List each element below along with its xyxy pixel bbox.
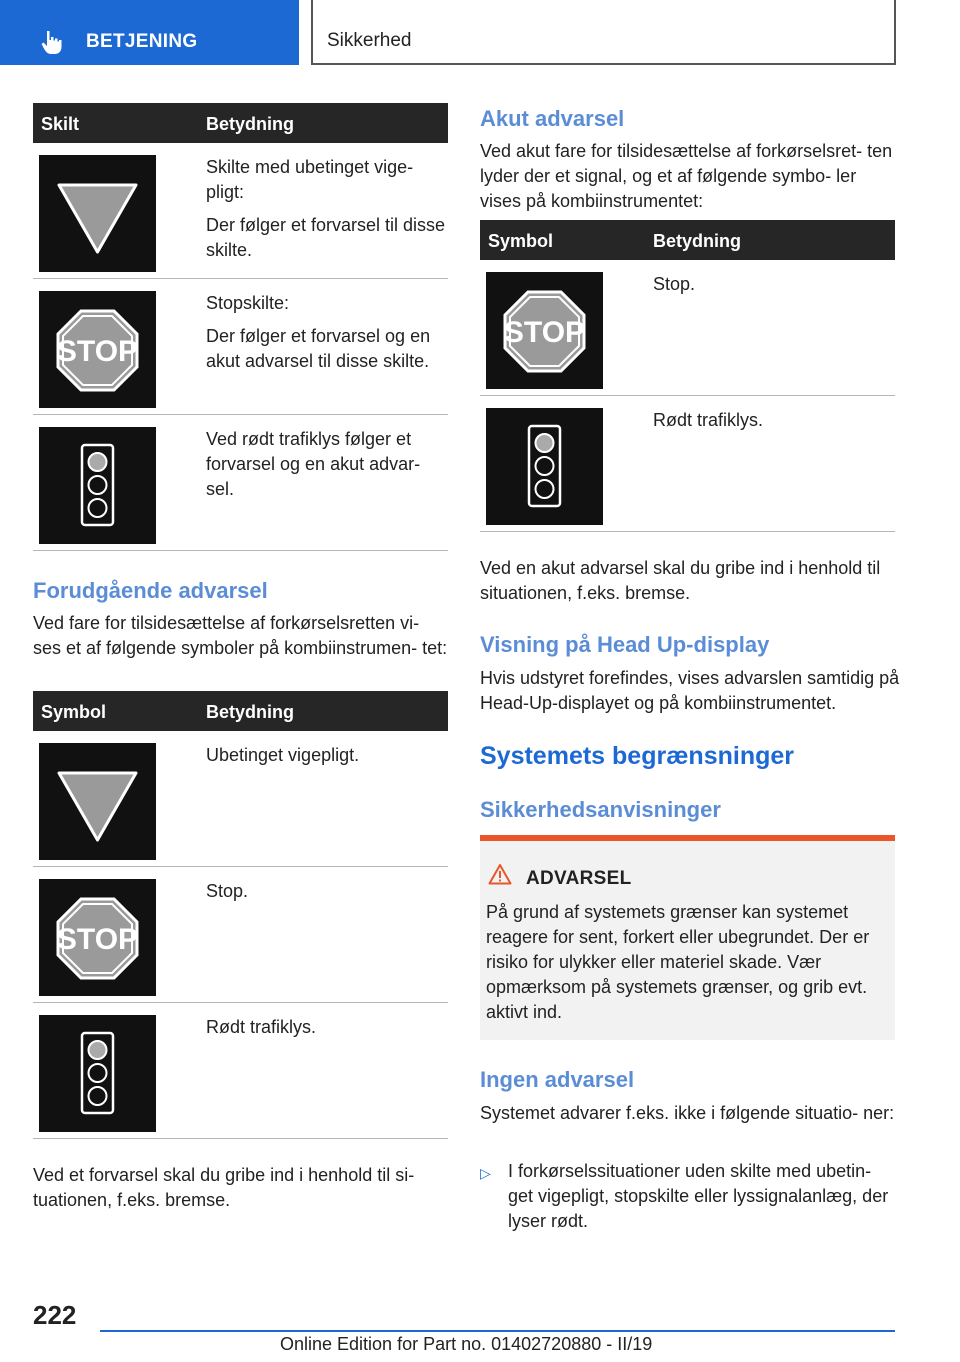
bullet-triangle-icon: ▷ (480, 1165, 491, 1181)
table-row (480, 396, 895, 532)
hand-pointer-icon (38, 28, 66, 56)
traffic-light-icon (486, 408, 603, 525)
section-header (311, 0, 896, 65)
akut-text: Ved akut fare for tilsidesættelse af forkørselsret- ten lyder der et signal, og et af følgende symbo- ler vises på kombiinstrumentet: (480, 141, 893, 211)
meaning-line: Ved rødt trafiklys følger et forvarsel og en akut advar- sel. (206, 429, 421, 499)
hud-text: Hvis udstyret forefindes, vises advarslen samtidig på Head-Up-displayet og på kombiinstrumentet. (480, 668, 900, 713)
meaning-line: Ubetinget vigepligt. (206, 745, 360, 765)
table-row (33, 143, 448, 279)
list-item-text: I forkørselssituationer uden skilte med ubetin- get vigepligt, stopskilte eller lyssignalanlæg, der lyser rødt. (508, 1161, 889, 1231)
table-header (33, 103, 448, 143)
traffic-light-icon (39, 427, 156, 544)
footer-edition: Online Edition for Part no. 01402720880 - II/19 (280, 1334, 653, 1354)
meaning-line: Stopskilte: (206, 293, 290, 313)
table-row (33, 1003, 448, 1139)
table-row (33, 279, 448, 415)
section-heading-none: Ingen advarsel (480, 1067, 635, 1092)
meaning-line: Rødt trafiklys. (653, 410, 764, 430)
column-header-meaning: Betydning (653, 231, 741, 251)
warning-box (480, 835, 895, 1040)
meaning-line: Stop. (653, 274, 696, 294)
row-meaning (653, 408, 893, 433)
section-heading-safety: Sikkerhedsanvisninger (480, 797, 721, 822)
page-number: 222 (33, 1300, 77, 1330)
section-title: Sikkerhed (327, 30, 412, 51)
closing-text: Ved et forvarsel skal du gribe ind i henhold til si- tuationen, f.eks. bremse. (33, 1165, 415, 1210)
row-meaning (206, 291, 446, 374)
row-meaning (206, 879, 446, 904)
section-text: Ved fare for tilsidesættelse af forkørselsretten vi- ses et af følgende symboler på kombiinstrumen- tet: (33, 613, 448, 658)
row-meaning (653, 272, 893, 297)
column-header-symbol: Symbol (41, 702, 107, 722)
warning-title: ADVARSEL (526, 868, 632, 889)
stop-sign-icon (39, 291, 156, 408)
pre-warning-symbols-table (33, 691, 448, 1139)
table-row (33, 867, 448, 1003)
row-meaning (206, 155, 446, 263)
table-header (33, 691, 448, 731)
akut-closing-text: Ved en akut advarsel skal du gribe ind i henhold til situationen, f.eks. bremse. (480, 558, 881, 603)
meaning-line: Der følger et forvarsel og en akut advarsel til disse skilte. (206, 326, 431, 371)
signs-table (33, 103, 448, 551)
column-header-symbol: Symbol (488, 231, 554, 251)
table-row (33, 731, 448, 867)
column-header-meaning: Betydning (206, 114, 294, 134)
row-meaning (206, 743, 446, 768)
section-heading-hud: Visning på Head Up-display (480, 632, 770, 657)
table-header (480, 220, 895, 260)
row-meaning (206, 427, 446, 502)
column-header-sign: Skilt (41, 114, 80, 134)
meaning-line: Skilte med ubetinget vige- pligt: (206, 157, 414, 202)
traffic-light-icon (39, 1015, 156, 1132)
meaning-line: Rødt trafiklys. (206, 1017, 317, 1037)
meaning-line: Der følger et forvarsel til disse skilte. (206, 215, 446, 260)
section-heading-akut: Akut advarsel (480, 106, 625, 131)
chapter-tab-label: BETJENING (86, 31, 198, 52)
warning-triangle-icon (488, 863, 512, 885)
column-header-meaning: Betydning (206, 702, 294, 722)
table-row (33, 415, 448, 551)
chapter-tab[interactable] (0, 0, 299, 65)
row-meaning (206, 1015, 446, 1040)
acute-warning-symbols-table (480, 220, 895, 532)
warning-text: På grund af systemets grænser kan systemet reagere for sent, forkert eller ubegrundet. Der er risiko for ulykker eller materiel skade. Vær opmærksom på systemets grænser, og grib evt. aktivt ind. (486, 902, 870, 1022)
yield-sign-icon (39, 743, 156, 860)
stop-sign-icon (486, 272, 603, 389)
stop-sign-icon (39, 879, 156, 996)
yield-sign-icon (39, 155, 156, 272)
footer-divider (100, 1330, 895, 1332)
none-text: Systemet advarer f.eks. ikke i følgende situatio- ner: (480, 1103, 895, 1123)
section-heading-forudgaaende: Forudgående advarsel (33, 578, 268, 603)
meaning-line: Stop. (206, 881, 249, 901)
table-row (480, 260, 895, 396)
section-heading-limits: Systemets begrænsninger (480, 742, 794, 770)
